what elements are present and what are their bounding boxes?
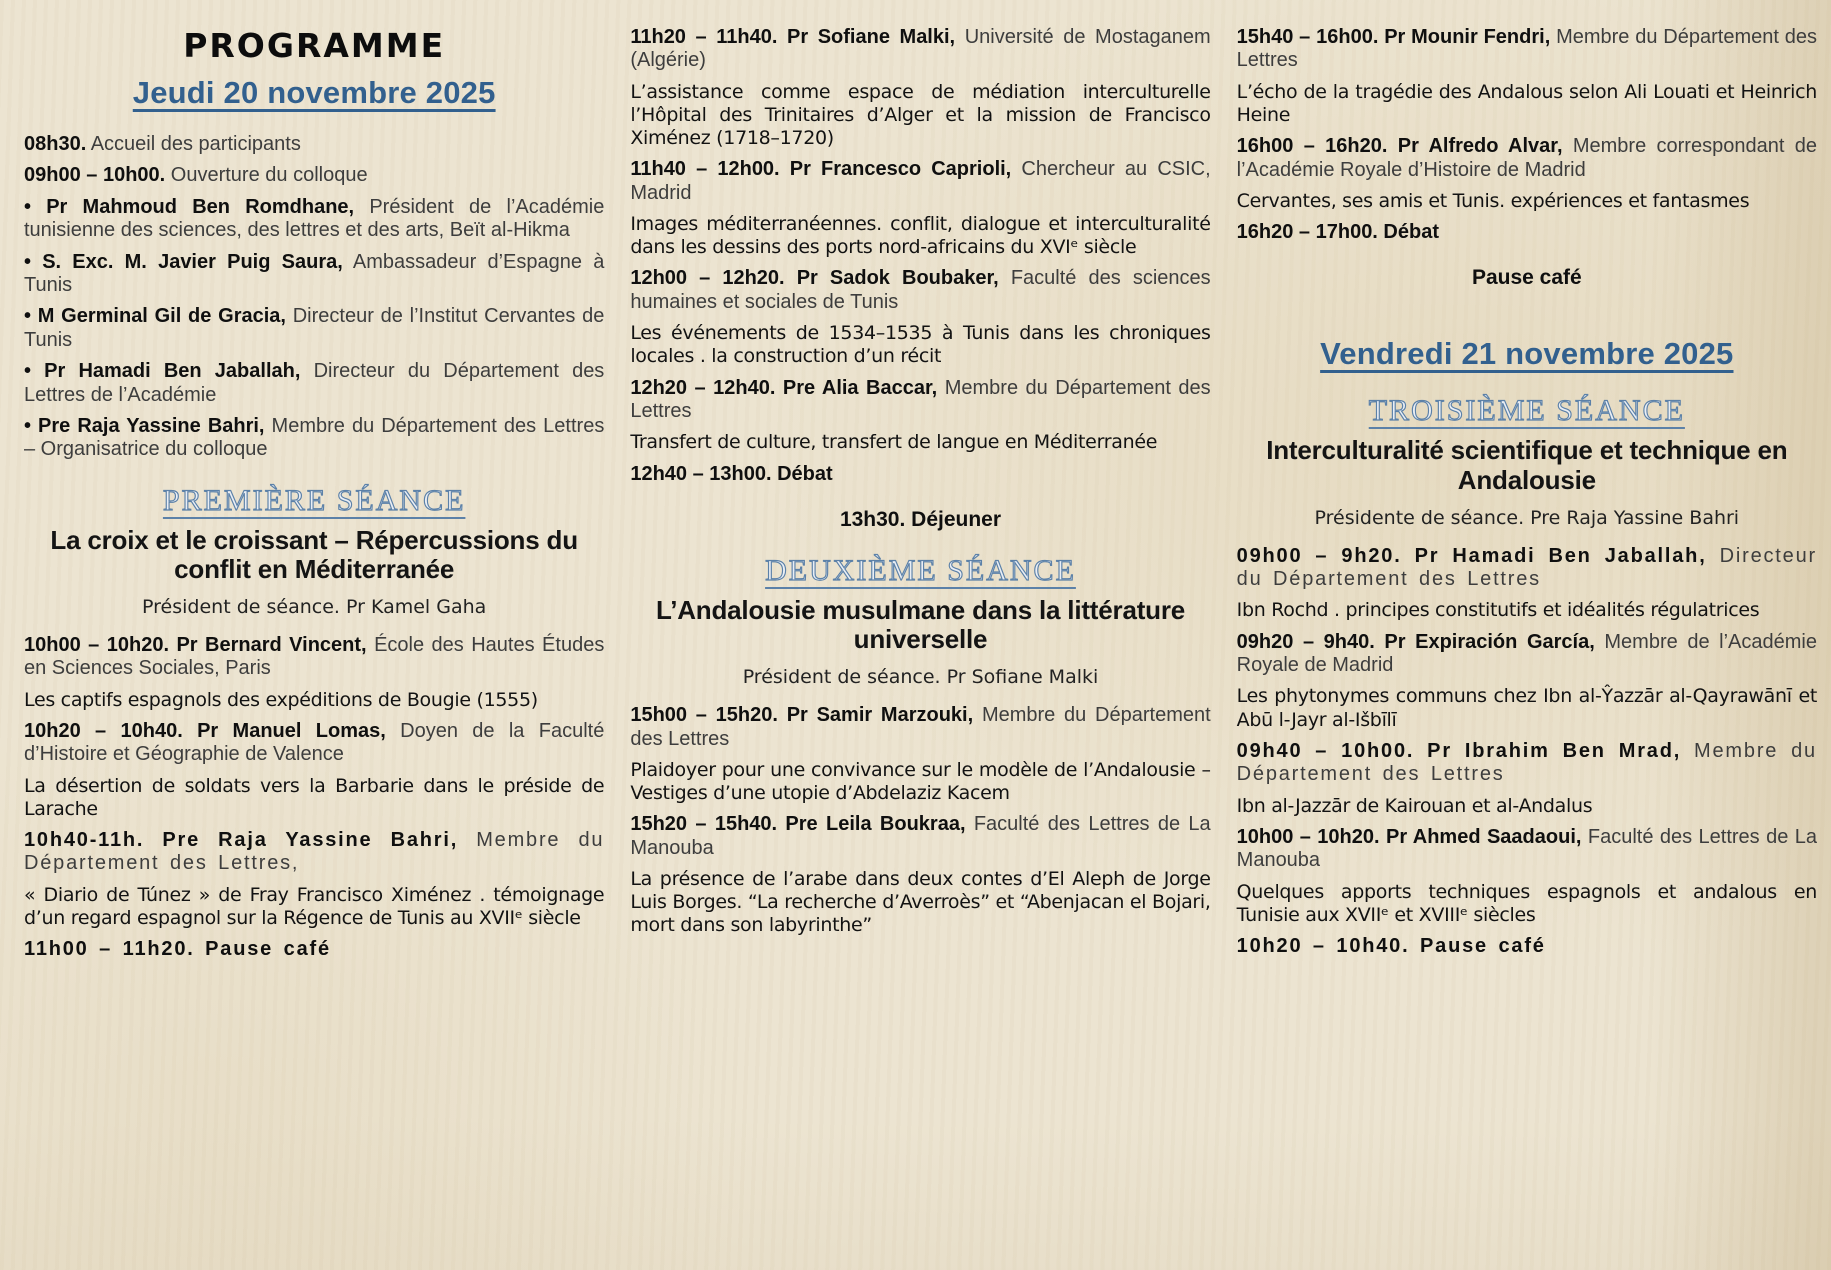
column-left-items: [24, 133, 604, 962]
entry-time-speaker: 09h20 – 9h40. Pr Expiración García,: [1236, 630, 1595, 653]
session-heading: PREMIÈRE SÉANCE: [162, 483, 466, 517]
schedule-entry: [24, 829, 604, 876]
entry-time-speaker: 11h00 – 11h20. Pause café: [24, 938, 331, 961]
entry-affiliation: Membre du Département des Lettres,: [24, 828, 605, 875]
session-chair: Président de séance. Pr Kamel Gaha: [142, 595, 487, 618]
session-chair: Président de séance. Pr Sofiane Malki: [742, 666, 1099, 689]
paper-title: L’assistance comme espace de médiation interculturelle l’Hôpital des Trinitaires d’Alger et la mission de Francisco Ximénez (1718–1720): [630, 80, 1211, 150]
schedule-entry: [24, 133, 604, 156]
session-title: L’Andalousie musulmane dans la littérature universelle: [655, 594, 1186, 654]
entry-time-speaker: 15h20 – 15h40. Pre Leila Boukraa,: [630, 813, 966, 836]
entry-affiliation: Directeur du Département des Lettres de l’Académie: [24, 360, 605, 406]
entry-affiliation: Chercheur au CSIC, Madrid: [630, 158, 1211, 204]
entry-affiliation: Ambassadeur d’Espagne à Tunis: [24, 250, 605, 296]
schedule-entry: [1237, 631, 1817, 678]
schedule-entry: [24, 720, 604, 767]
session-title: La croix et le croissant – Répercussions du conflit en Méditerranée: [50, 524, 578, 584]
paper-title: Ibn Rochd . principes constitutifs et idéalités régulatrices: [1236, 599, 1760, 622]
column-right: [1237, 24, 1817, 1270]
entry-affiliation: Membre du Département des Lettres – Organisatrice du colloque: [24, 414, 605, 461]
entry-affiliation: Faculté des Lettres de La Manouba: [630, 813, 1211, 859]
entry-affiliation: Membre du Département des Lettres: [630, 704, 1211, 750]
session-chair: Présidente de séance. Pre Raja Yassine Bahri: [1314, 506, 1740, 529]
column-middle-items: [630, 26, 1210, 938]
entry-affiliation: Ouverture du colloque: [170, 164, 368, 187]
schedule-entry: [1237, 545, 1817, 592]
schedule-entry: [24, 164, 604, 187]
schedule-entry: [1237, 26, 1817, 73]
entry-time-speaker: 08h30.: [24, 133, 87, 155]
session-heading: TROISIÈME SÉANCE: [1368, 394, 1685, 428]
schedule-entry: [1237, 935, 1817, 958]
entry-affiliation: Directeur de l’Institut Cervantes de Tunis: [24, 305, 605, 351]
schedule-entry: [1237, 740, 1817, 787]
date-heading-friday: Vendredi 21 novembre 2025: [1320, 336, 1734, 372]
entry-time-speaker: • Pr Mahmoud Ben Romdhane,: [24, 195, 355, 218]
entry-time-speaker: 09h00 – 9h20. Pr Hamadi Ben Jaballah,: [1236, 544, 1707, 567]
entry-affiliation: Membre du Département des Lettres: [630, 376, 1211, 422]
schedule-entry: [1237, 221, 1817, 244]
schedule-entry: [1237, 826, 1817, 873]
entry-time-speaker: 10h20 – 10h40. Pause café: [1236, 934, 1546, 957]
entry-affiliation: Membre de l’Académie Royale de Madrid: [1236, 630, 1817, 677]
entry-time-speaker: 16h20 – 17h00. Débat: [1236, 221, 1439, 244]
entry-affiliation: École des Hautes Études en Sciences Sociales, Paris: [24, 633, 605, 680]
entry-affiliation: Faculté des sciences humaines et sociales de Tunis: [630, 267, 1211, 313]
schedule-entry: [24, 938, 604, 961]
entry-affiliation: Membre du Département des Lettres: [1236, 739, 1817, 786]
entry-time-speaker: 12h00 – 12h20. Pr Sadok Boubaker,: [630, 267, 999, 290]
date-heading-thursday: Jeudi 20 novembre 2025: [132, 75, 496, 110]
column-right-items: [1237, 26, 1817, 958]
paper-title: Les phytonymes communs chez Ibn al-Ŷazzār al-Qayrawānī et Abū l-Jayr al-Išbīlī: [1236, 685, 1817, 731]
paper-title: La présence de l’arabe dans deux contes d’El Aleph de Jorge Luis Borges. “La recherche d’Averroès” et “Abenjacan el Bojari, mort dans son labyrinthe”: [630, 868, 1211, 937]
page-title: PROGRAMME: [183, 26, 446, 65]
entry-time-speaker: 11h20 – 11h40. Pr Sofiane Malki,: [630, 26, 956, 48]
schedule-entry: [630, 813, 1210, 860]
break-label: 13h30. Déjeuner: [839, 507, 1002, 531]
schedule-entry: [24, 305, 604, 352]
paper-title: La désertion de soldats vers la Barbarie dans le préside de Larache: [24, 774, 605, 820]
schedule-entry: [630, 26, 1210, 73]
schedule-entry: [630, 377, 1210, 424]
entry-affiliation: Faculté des Lettres de La Manouba: [1236, 825, 1817, 872]
column-middle: [630, 24, 1210, 1270]
entry-time-speaker: 10h00 – 10h20. Pr Ahmed Saadaoui,: [1236, 825, 1582, 848]
paper-title: Cervantes, ses amis et Tunis. expériences et fantasmes: [1236, 189, 1750, 212]
schedule-entry: [24, 415, 604, 462]
entry-time-speaker: 09h00 – 10h00.: [24, 164, 166, 187]
entry-affiliation: Doyen de la Faculté d’Histoire et Géographie de Valence: [24, 719, 605, 766]
break-label: Pause café: [1471, 266, 1582, 290]
paper-title: Quelques apports techniques espagnols et andalous en Tunisie aux XVIIᵉ et XVIIIᵉ siècles: [1236, 880, 1817, 926]
entry-time-speaker: 15h40 – 16h00. Pr Mounir Fendri,: [1236, 26, 1551, 48]
entry-time-speaker: 09h40 – 10h00. Pr Ibrahim Ben Mrad,: [1236, 739, 1682, 762]
entry-time-speaker: 10h40-11h. Pre Raja Yassine Bahri,: [24, 828, 459, 851]
schedule-entry: [630, 463, 1210, 486]
paper-title: « Diario de Túnez » de Fray Francisco Ximénez . témoignage d’un regard espagnol sur la Régence de Tunis au XVIIᵉ siècle: [24, 883, 605, 929]
entry-time-speaker: 16h00 – 16h20. Pr Alfredo Alvar,: [1236, 135, 1563, 158]
paper-title: L’écho de la tragédie des Andalous selon Ali Louati et Heinrich Heine: [1236, 80, 1817, 126]
schedule-entry: [630, 267, 1210, 314]
schedule-entry: [24, 251, 604, 298]
entry-affiliation: Directeur du Département des Lettres: [1236, 544, 1817, 591]
schedule-entry: [630, 704, 1210, 751]
paper-title: Les captifs espagnols des expéditions de Bougie (1555): [24, 688, 538, 711]
paper-title: Images méditerranéennes. conflit, dialogue et interculturalité dans les dessins des ports nord-africains du XVIᵉ siècle: [630, 213, 1211, 259]
session-heading: DEUXIÈME SÉANCE: [765, 553, 1076, 587]
paper-title: Les événements de 1534–1535 à Tunis dans les chroniques locales . la construction d’un récit: [630, 322, 1211, 368]
entry-time-speaker: 10h20 – 10h40. Pr Manuel Lomas,: [24, 719, 386, 742]
entry-time-speaker: 15h00 – 15h20. Pr Samir Marzouki,: [630, 704, 974, 727]
entry-affiliation: Membre du Département des Lettres: [1236, 26, 1817, 72]
session-title: Interculturalité scientifique et technique en Andalousie: [1266, 435, 1788, 495]
paper-title: Transfert de culture, transfert de langue en Méditerranée: [630, 431, 1158, 454]
entry-time-speaker: • Pre Raja Yassine Bahri,: [24, 414, 265, 437]
schedule-entry: [1237, 135, 1817, 182]
entry-time-speaker: 10h00 – 10h20. Pr Bernard Vincent,: [24, 633, 367, 656]
entry-affiliation: Président de l’Académie tunisienne des sciences, des lettres et des arts, Beït al-Hikma: [24, 195, 605, 242]
paper-title: Plaidoyer pour une convivance sur le modèle de l’Andalousie – Vestiges d’une utopie d’Abdelaziz Kacem: [630, 758, 1211, 805]
paper-title: Ibn al-Jazzār de Kairouan et al-Andalus: [1236, 794, 1593, 817]
entry-affiliation: Université de Mostaganem (Algérie): [630, 26, 1211, 72]
entry-time-speaker: • Pr Hamadi Ben Jaballah,: [24, 360, 301, 383]
schedule-entry: [24, 360, 604, 407]
entry-affiliation: Accueil des participants: [90, 133, 301, 155]
schedule-entry: [24, 634, 604, 681]
schedule-entry: [630, 158, 1210, 205]
entry-time-speaker: 12h20 – 12h40. Pre Alia Baccar,: [630, 376, 938, 399]
entry-time-speaker: • S. Exc. M. Javier Puig Saura,: [24, 250, 343, 273]
column-left: [24, 24, 604, 1270]
entry-affiliation: Membre correspondant de l’Académie Royale d’Histoire de Madrid: [1236, 135, 1817, 181]
entry-time-speaker: 11h40 – 12h00. Pr Francesco Caprioli,: [630, 158, 1012, 181]
schedule-entry: [24, 196, 604, 243]
entry-time-speaker: 12h40 – 13h00. Débat: [630, 462, 833, 485]
entry-time-speaker: • M Germinal Gil de Gracia,: [24, 305, 286, 328]
